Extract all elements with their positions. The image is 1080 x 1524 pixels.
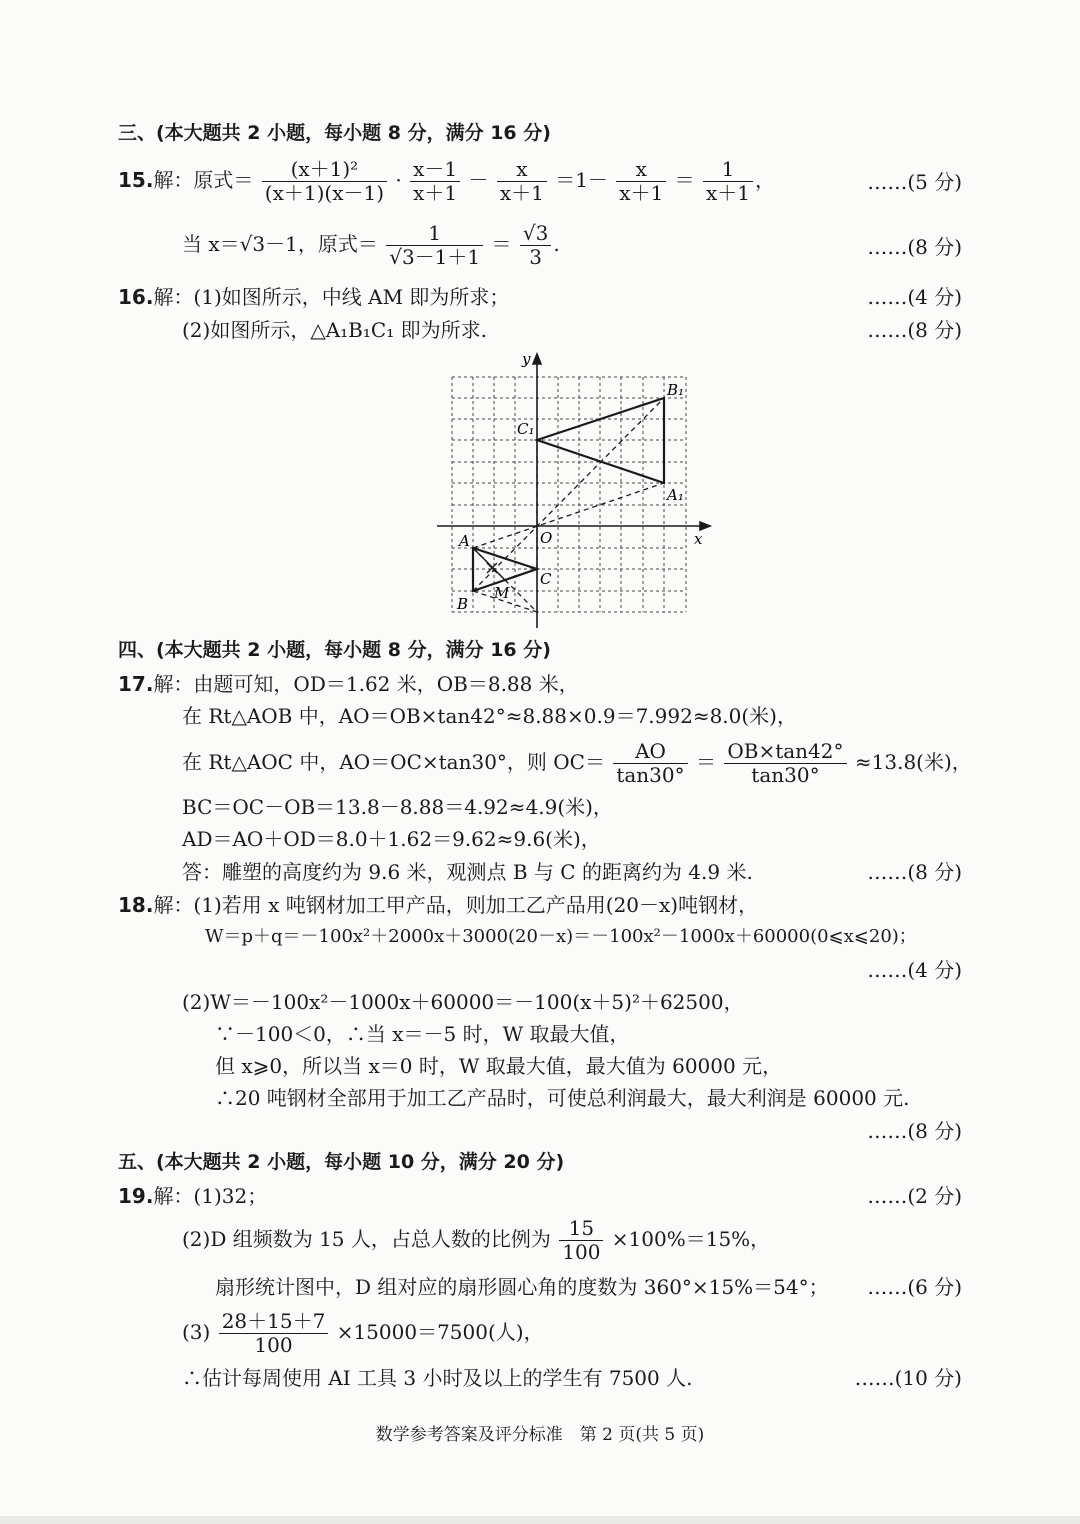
q15-dot: · xyxy=(395,168,409,192)
page-footer: 数学参考答案及评分标准 第 2 页(共 5 页) xyxy=(375,1425,705,1445)
q18-line-5: 但 x⩾0，所以当 x＝0 时，W 取最大值，最大值为 60000 元， xyxy=(215,1054,783,1078)
q19-number: 19. xyxy=(118,1184,154,1208)
q19-line2-prefix: (2)D 组频数为 15 人，占总人数的比例为 xyxy=(182,1227,551,1251)
q19-line-3: 扇形统计图中，D 组对应的扇形圆心角的度数为 360°×15%＝54°； xyxy=(215,1275,829,1299)
q18-line-2: W＝p＋q＝－100x²＋2000x＋3000(20－x)＝－100x²－1000x＋60000(0⩽x⩽20)； xyxy=(205,926,917,947)
q15-prefix: 解：原式＝ xyxy=(153,168,254,192)
q19-line-5: ∴估计每周使用 AI 工具 3 小时及以上的学生有 7500 人. xyxy=(182,1366,693,1390)
q17-text-1: 解：由题可知，OD＝1.62 米，OB＝8.88 米， xyxy=(153,672,579,696)
q15-fraction-1: $\frac{\text{(x＋1)²}}{(x+1)(x-1)}$ xyxy=(262,158,387,205)
q19-line2-suffix: ×100%＝15%， xyxy=(611,1227,771,1251)
y-axis-arrow xyxy=(533,354,541,364)
x-axis-arrow xyxy=(700,522,710,530)
q16-score-1: ……(4 分) xyxy=(867,285,962,309)
q19-line-2 xyxy=(182,1217,770,1264)
q19-score-3: ……(10 分) xyxy=(854,1366,962,1390)
q15-eq-one-minus: ＝1－ xyxy=(555,168,608,192)
q17-line-6: 答：雕塑的高度约为 9.6 米，观测点 B 与 C 的距离约为 4.9 米. xyxy=(182,860,753,884)
q15-score-2: ……(8 分) xyxy=(867,235,962,259)
q17-eq: ＝ xyxy=(696,750,716,774)
q19-line4-prefix: (3) xyxy=(182,1320,211,1344)
q15-line2-prefix: 当 x＝√3－1，原式＝ xyxy=(182,232,378,256)
q15-score-1: ……(5 分) xyxy=(867,170,962,194)
q17-fraction-1: $\frac{AO}{\tan 30^\circ}$ xyxy=(613,740,687,787)
q16-coordinate-figure xyxy=(430,345,720,630)
q16-number: 16. xyxy=(118,285,154,309)
q17-line3-prefix: 在 Rt△AOC 中，AO＝OC×tan30°，则 OC＝ xyxy=(182,750,605,774)
section-5-heading: 五、(本大题共 2 小题，每小题 10 分，满分 20 分) xyxy=(118,1151,565,1173)
section-3-heading: 三、(本大题共 2 小题，每小题 8 分，满分 16 分) xyxy=(118,122,551,144)
y-axis-label: y xyxy=(522,350,531,368)
q18-text-1: 解：(1)若用 x 吨钢材加工甲产品，则加工乙产品用(20－x)吨钢材， xyxy=(153,893,759,917)
point-c1-label: C₁ xyxy=(517,420,535,438)
q18-score-1: ……(4 分) xyxy=(867,958,962,982)
q16-line-2: (2)如图所示，△A₁B₁C₁ 即为所求. xyxy=(182,318,487,342)
q15-minus: － xyxy=(468,168,489,192)
q17-line3-suffix: ≈13.8(米)， xyxy=(854,750,972,774)
q15-fraction-4: $\frac{x}{x+1}$ xyxy=(616,158,666,205)
point-a1-label: A₁ xyxy=(667,486,684,504)
q19-score-2: ……(6 分) xyxy=(867,1275,962,1299)
section-4-heading: 四、(本大题共 2 小题，每小题 8 分，满分 16 分) xyxy=(118,639,551,661)
q16-line-1 xyxy=(118,287,509,307)
q19-line-4 xyxy=(182,1310,544,1357)
q17-line-1 xyxy=(118,674,579,694)
point-b-label: B xyxy=(457,595,469,613)
q19-line-1 xyxy=(118,1186,267,1206)
q15-period: . xyxy=(553,232,560,256)
point-b1-label: B₁ xyxy=(667,381,685,399)
q18-score-2: ……(8 分) xyxy=(867,1119,962,1143)
q15-fraction-5: $\frac{1}{x+1}$ xyxy=(703,158,753,205)
q17-line-3 xyxy=(182,740,972,787)
q17-line-2: 在 Rt△AOB 中，AO＝OB×tan42°≈8.88×0.9＝7.992≈8.0(米)， xyxy=(182,704,797,728)
q17-number: 17. xyxy=(118,672,154,696)
q15-eq2: ＝ xyxy=(491,232,512,256)
q15-line-1 xyxy=(118,158,775,205)
origin-label: O xyxy=(540,529,553,547)
q17-score: ……(8 分) xyxy=(867,860,962,884)
q15-fraction-6: $\frac{1}{√3-1+1}$ xyxy=(386,222,483,269)
q19-fraction-2: $\frac{28+15+7}{100}$ xyxy=(219,1310,329,1357)
q19-line4-suffix: ×15000＝7500(人)， xyxy=(336,1320,544,1344)
q17-fraction-2: $\frac{OB\times\tan 42^\circ}{\tan 30^\circ}$ xyxy=(724,740,846,787)
q15-fraction-3: $\frac{x}{x+1}$ xyxy=(497,158,547,205)
q15-number: 15. xyxy=(118,168,154,192)
q15-comma: ， xyxy=(755,168,776,192)
q15-eq: ＝ xyxy=(674,168,695,192)
q19-score-1: ……(2 分) xyxy=(867,1184,962,1208)
q18-line-1 xyxy=(118,895,758,915)
q18-number: 18. xyxy=(118,893,154,917)
q15-line-2 xyxy=(182,222,560,269)
point-m-label: M xyxy=(494,584,510,602)
q18-line-6: ∴20 吨钢材全部用于加工乙产品时，可使总利润最大，最大利润是 60000 元. xyxy=(215,1086,910,1110)
q17-line-4: BC＝OC－OB＝13.8－8.88＝4.92≈4.9(米)， xyxy=(182,795,613,819)
bottom-edge-strip xyxy=(0,1516,1080,1524)
q18-line-3: (2)W＝－100x²－1000x＋60000＝－100(x＋5)²＋62500， xyxy=(182,990,744,1014)
q18-line-4: ∵－100＜0，∴当 x＝－5 时，W 取最大值， xyxy=(215,1022,630,1046)
point-c-label: C xyxy=(540,570,552,588)
q16-text-1: 解：(1)如图所示，中线 AM 即为所求； xyxy=(153,285,510,309)
q17-line-5: AD＝AO＋OD＝8.0＋1.62＝9.62≈9.6(米)， xyxy=(182,827,601,851)
q19-text-1: 解：(1)32； xyxy=(153,1184,268,1208)
q16-score-2: ……(8 分) xyxy=(867,318,962,342)
point-a-label: A xyxy=(459,532,470,550)
q15-fraction-2: $\frac{x-1}{x+1}$ xyxy=(410,158,460,205)
x-axis-label: x xyxy=(694,530,703,548)
q15-fraction-7: $\frac{√3}{3}$ xyxy=(520,222,551,269)
q19-fraction-1: $\frac{15}{100}$ xyxy=(559,1217,603,1264)
